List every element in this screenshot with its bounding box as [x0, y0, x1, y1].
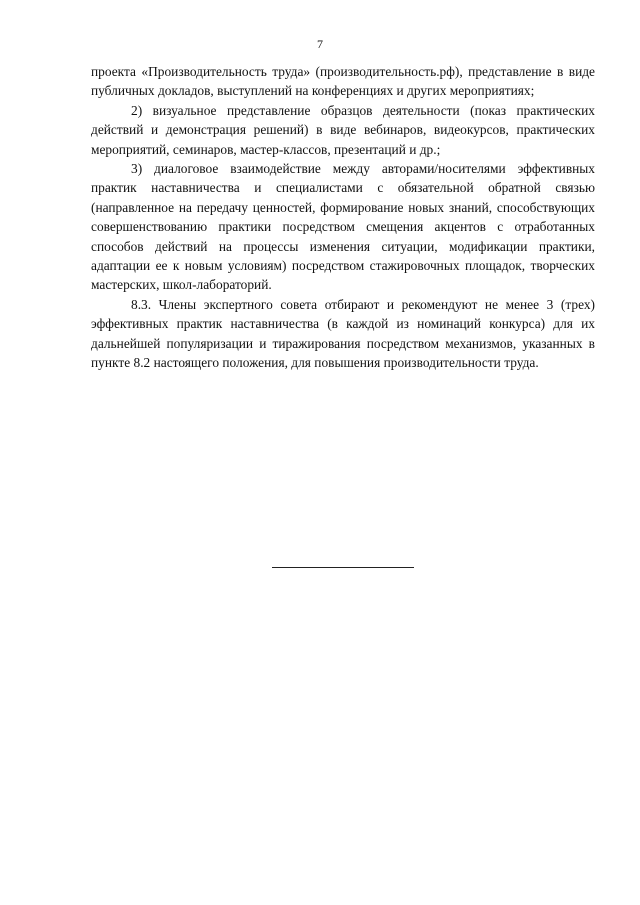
paragraph-item-2: 2) визуальное представление образцов деятельности (показ практических действий и демонстрация решений) в виде вебинаров, видеокурсов, практических мероприятий, семинаров, мастер-классов, презентаций и др.; — [91, 102, 595, 157]
paragraph-section-8-3: 8.3. Члены экспертного совета отбирают и рекомендуют не менее 3 (трех) эффективных практик наставничества (в каждой из номинаций конкурса) для их дальнейшей популяризации и тиражирования посредством механизмов, указанных в пункте 8.2 настоящего положения, для повышения производительности труда. — [91, 296, 595, 371]
paragraph-continuation: проекта «Производительность труда» (производительность.рф), представление в виде публичных докладов, выступлений на конференциях и других мероприятиях; — [91, 64, 595, 99]
page-number: 7 — [317, 37, 323, 51]
document-body — [91, 62, 595, 373]
paragraph-item-3: 3) диалоговое взаимодействие между авторами/носителями эффективных практик наставничества и специалистами с обязательной обратной связью (направленное на передачу ценностей, формирование новых знаний, способствующих совершенствованию практики посредством смещения акцентов с отработанных способов действий на процессы изменения ситуации, модификации практики, адаптации ее к новым условиям) посредством стажировочных площадок, творческих мастерских, школ-лабораторий. — [91, 161, 595, 293]
end-divider-line — [272, 567, 414, 568]
